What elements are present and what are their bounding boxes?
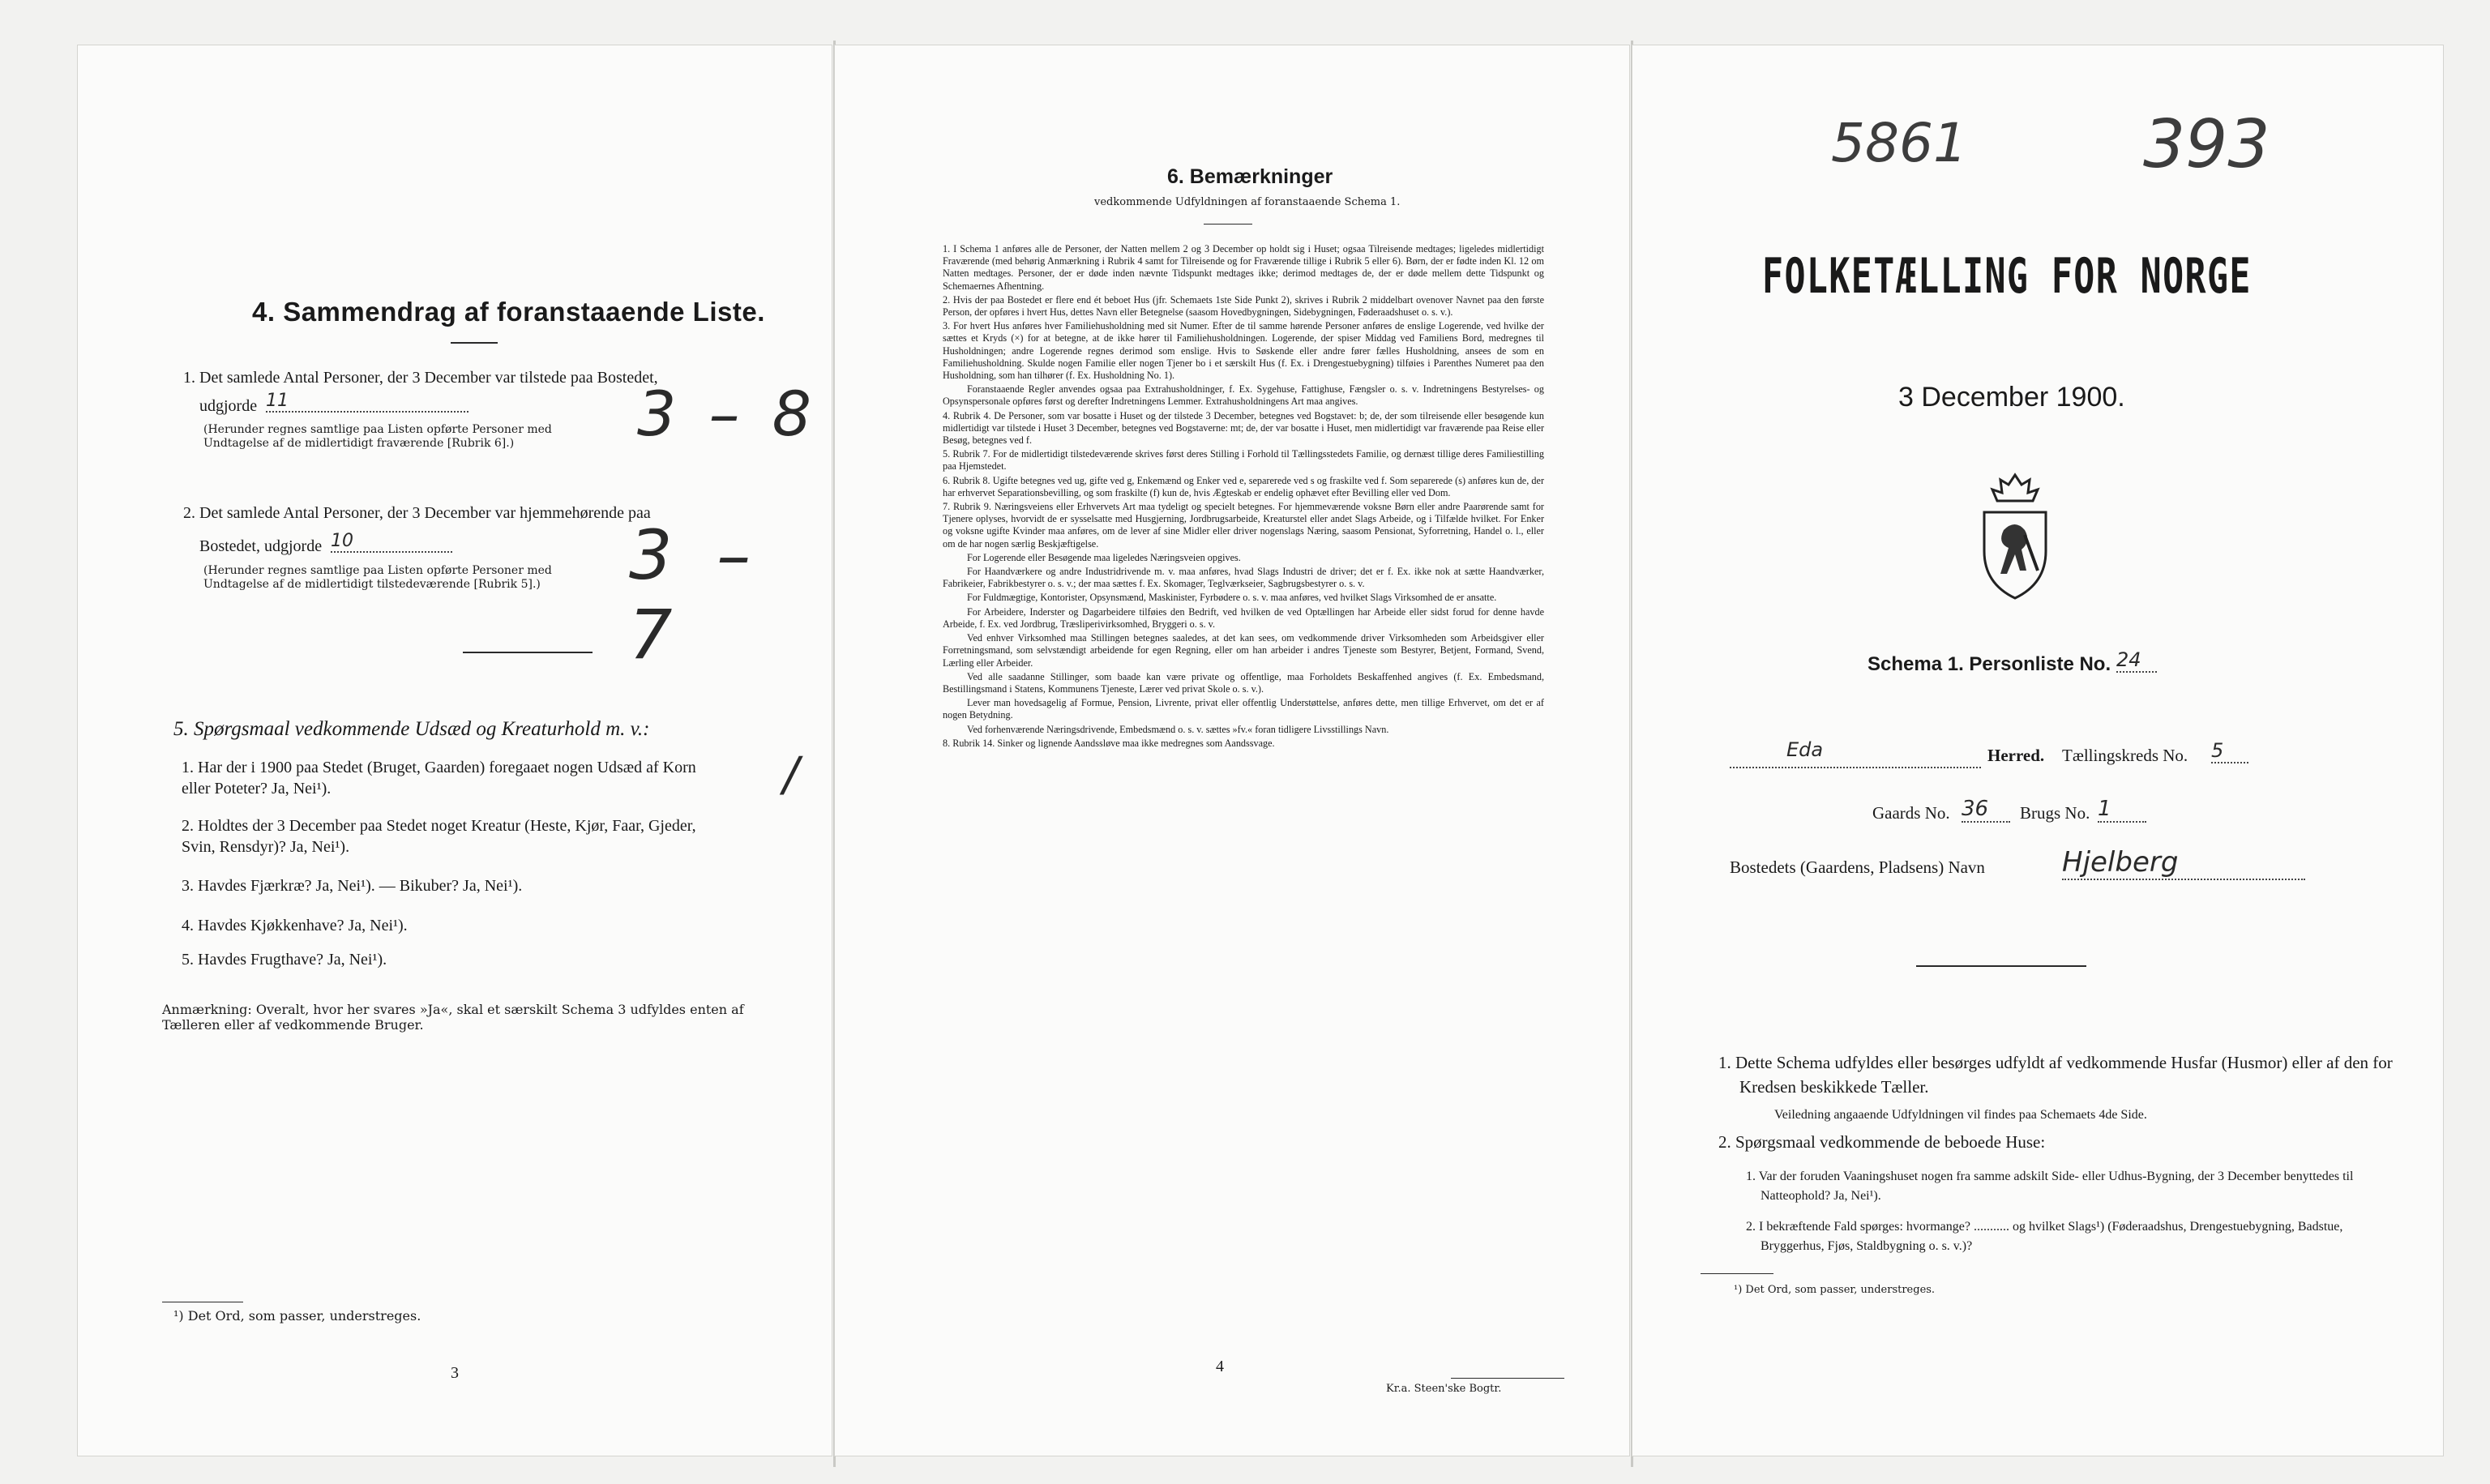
section-4-rule [451,342,498,344]
census-date: 3 December 1900. [1898,382,2125,413]
remarks-title: 6. Bemærkninger [1167,165,1333,188]
remark-item: 7. Rubrik 9. Næringsveiens eller Erhvervets Art maa tydeligt og specielt betegnes. For hjemmeværende voksne Børn eller andre Paarørende samt for Tjenere oplyses, hvorvidt de er sysselsatte med Husgjerning, Jordbrugsarbeide, Kreaturstel eller andet Slags Arbeide, og i Tilfælde hvilket. For Enker og voksne ugifte Kvinder maa anføres, om de lever af sine Midler eller driver nogenslags Næring, saasom Pensionat, Syforretning, Handel o. l., eller om de har nogen særlig Beskjæftigelse. [943,501,1544,550]
printer-rule [1451,1378,1564,1379]
section-divider [463,652,593,653]
remark-item: For Haandværkere og andre Industridrivende m. v. maa anføres, hvad Slags Industri de driver; det er f. Ex. ikke nok at sætte Haandværker, Fabrikeier, Fabrikbestyrer o. s. v.; der maa sættes f. Ex. Skomager, Teglværkseier, Sagbrugsbestyrer o. s. v. [943,566,1544,590]
remarks-subtitle: vedkommende Udfyldningen af foranstaaende Schema 1. [1094,196,1401,208]
divider-rule [1916,965,2086,967]
page-1 [1632,45,2443,1456]
q2-value: 10 [331,531,452,553]
instruction-2-q1: 1. Var der foruden Vaaningshuset nogen fra samme adskilt Side- eller Udhus-Bygning, der 3 December benyttedes til Natteophold? Ja, Nei¹). [1746,1170,2354,1203]
archive-number-left: 5861 [1831,112,1967,174]
printer-name: Kr.a. Steen'ske Bogtr. [1386,1383,1502,1395]
remark-item: 6. Rubrik 8. Ugifte betegnes ved ug, gifte ved g, Enkemænd og Enker ved e, separerede ved s og fraskilte ved f. Som separerede (s) anføres kun de, der har erhvervet Separationsbevilling, og som fraskilte (f) kun de, hvis Ægteskab er endelig ophævet efter Bevilling eller ved Dom. [943,474,1544,498]
remark-item: Ved alle saadanne Stillinger, som baade kan være private og offentlige, maa Forholdets Beskaffenhed angives (f. Ex. Embedsmand, Bestillingsmand i Statens, Kommunens Tjeneste, Lærer ved privat Skole o. s. v.). [943,670,1544,695]
gaards-value: 36 [1962,797,2010,823]
instruction-1-note: Veiledning angaaende Udfyldningen vil findes paa Schemaets 4de Side. [1774,1108,2147,1122]
herred-line [1730,752,1981,768]
page-4 [835,45,1629,1456]
section-5-title: 5. Spørgsmaal vedkommende Udsæd og Kreaturhold m. v.: [173,718,650,740]
remark-item: 3. For hvert Hus anføres hver Familiehusholdning med sit Numer. Efter de til samme hørende Personer anføres de enslige Logerende, ved hvilke der sættes et Kryds (×) for at betegne, at de ikke hører til Familiehusholdningen. Logerende, der spiser Middag ved Familiens Bord, medregnes til Husholdningen; andre Logerende regnes derimod som enslige. Hvis to Søskende eller andre fører fælles Husholdning, ansees de som en Familiehusholdning. Skulde nogen Familie eller nogen Tjener bo i et særskilt Hus (f. Ex. i Drengestuebygning) tilføies i Parenthes Numeret paa den Husholdning, som han tilhører (f. Ex. Husholdning No. 1). [943,320,1544,382]
footnote: ¹) Det Ord, som passer, understreges. [1734,1284,1936,1296]
footnote: ¹) Det Ord, som passer, understreges. [173,1308,421,1324]
page-number: 4 [1216,1358,1224,1375]
q2-annotation: 3 – 7 [629,515,763,674]
q1-note: (Herunder regnes samtlige paa Listen opførte Personer med Undtagelse af de midlertidigt fraværende [Rubrik 6].) [203,423,552,450]
page-3 [78,45,832,1456]
remark-item: 2. Hvis der paa Bostedet er flere end ét beboet Hus (jfr. Schemaets 1ste Side Punkt 2), skrives i Rubrik 2 middelbart ovenover Navnet paa den første Person, der opføres i hvert Hus, dettes Navn eller Betegnelse (saasom Hovedbygningen, Sidebygningen, Føderaadshuset o. s. v.). [943,293,1544,319]
herred-label: Herred. [1987,746,2045,765]
q2-line1: 2. Det samlede Antal Personer, der 3 December var hjemmehørende paa [183,504,651,522]
q1-line1: 1. Det samlede Antal Personer, der 3 December var tilstede paa Bostedet, [183,369,658,387]
remark-item: 4. Rubrik 4. De Personer, som var bosatte i Huset og der tilstede 3 December, betegnes ved Bogstavet: b; de, der som tilreisende eller besøgende kun midlertidigt var tilstede i Huset 3 December, betegnes ved Bogstaverne: mt; de, der var bosatte i Huset, men midlertidigt var fraværende paa Reise eller Besøg, betegnes ved f. [943,409,1544,447]
s5-q2: 2. Holdtes der 3 December paa Stedet noget Kreatur (Heste, Kjør, Faar, Gjeder, Svin, Rensdyr)? Ja, Nei¹). [182,817,696,856]
q1-label: udgjorde [199,397,258,415]
s5-q3: 3. Havdes Fjærkræ? Ja, Nei¹). — Bikuber? Ja, Nei¹). [182,877,523,895]
s5-q5: 5. Havdes Frugthave? Ja, Nei¹). [182,951,387,969]
schema-label: Schema 1. Personliste No. [1868,653,2111,675]
s5-q1-mark: / [783,746,799,802]
remark-item: For Fuldmægtige, Kontorister, Opsynsmænd, Maskinister, Fyrbødere o. s. v. maa anføres, ved hvilket Slags Virksomhed de er ansatte. [967,592,1497,604]
remark-item: Lever man hovedsagelig af Formue, Pension, Livrente, privat eller offentlig Understøttelse, anføres dette, men tillige Erhvervet, om det er af nogen Betydning. [943,697,1544,721]
remark-item: Ved forhenværende Næringsdrivende, Embedsmænd o. s. v. sættes »fv.« foran tidligere Livsstillings Navn. [967,723,1389,735]
remark-item: 5. Rubrik 7. For de midlertidigt tilstedeværende skrives først deres Stilling i Forhold til Tællingsstedets Familie, og dernæst tillige deres Familiestilling paa Hjemstedet. [943,448,1544,473]
remark-item: Foranstaaende Regler anvendes ogsaa paa Extrahusholdninger, f. Ex. Sygehuse, Fattighuse, Fængsler o. s. v. Indretningens Bestyrelses- og Opsynspersonale opføres først og derefter Indretningens Lemmer. Extrahusholdningens Art maa angives. [943,383,1544,408]
remark-item: 1. I Schema 1 anføres alle de Personer, der Natten mellem 2 og 3 December op holdt sig i Huset; ogsaa Tilreisende medtages; ligeledes midlertidigt Fraværende (med behørig Anmærkning i Rubrik 4 samt for Tilreisende og for Fraværende tillige i Rubrik 5 eller 6). Børn, der er fødte inden Kl. 12 om Natten medtages. Personer, der er døde inden nævnte Tidspunkt medtages ikke; derimod medtages de, der er døde mellem dette Tidspunkt og Schemaernes Afhentning. [943,243,1544,292]
brugs-label: Brugs No. [2020,803,2090,823]
herred-value: Eda [1786,738,1824,761]
brugs-value: 1 [2098,797,2146,823]
remarks-rule [1204,224,1252,225]
kreds-value: 5 [2211,739,2248,763]
q1-annotation: 3 – 8 [637,378,819,450]
bosted-value: Hjelberg [2062,846,2305,880]
coat-of-arms-icon [1973,467,2057,605]
anmerkning: Anmærkning: Overalt, hvor her svares »Ja«, skal et særskilt Schema 3 udfyldes enten af Tælleren eller af vedkommende Bruger. [162,1002,744,1033]
instruction-2: 2. Spørgsmaal vedkommende de beboede Huse: [1718,1132,2046,1152]
archive-number-right: 393 [2143,106,2270,183]
instruction-2-q2: 2. I bekræftende Fald spørges: hvormange? ........... og hvilket Slags¹) (Føderaadshus, Drengestuebygning, Badstue, Bryggerhus, Fjøs, Staldbygning o. s. v.)? [1746,1220,2343,1253]
q1-value: 11 [266,391,468,413]
q2-note: (Herunder regnes samtlige paa Listen opførte Personer med Undtagelse af de midlertidigt tilstedeværende [Rubrik 5].) [203,564,552,591]
q2-label: Bostedet, udgjorde [199,537,323,555]
s5-q1: 1. Har der i 1900 paa Stedet (Bruget, Gaarden) foregaaet nogen Udsæd af Korn eller Poteter? Ja, Nei¹). [182,759,696,798]
remark-item: For Arbeidere, Inderster og Dagarbeidere tilføies den Bedrift, ved hvilken de ved Optællingen har Arbeide eller sidst forud for denne havde Arbeide, f. Ex. ved Jordbrug, Træsliperivirksomhed, Bryggeri o. s. v. [943,605,1544,630]
personliste-number: 24 [2116,648,2157,673]
footnote-rule [1701,1273,1773,1274]
instruction-1: 1. Dette Schema udfyldes eller besørges udfyldt af vedkommende Husfar (Husmor) eller af den for Kredsen beskikkede Tæller. [1718,1053,2393,1097]
remarks-body [943,243,1544,751]
page-number: 3 [451,1364,459,1382]
kreds-label: Tællingskreds No. [2062,746,2188,765]
remark-item: For Logerende eller Besøgende maa ligeledes Næringsveien opgives. [967,551,1241,563]
section-4-title: 4. Sammendrag af foranstaaende Liste. [252,297,765,327]
s5-q4: 4. Havdes Kjøkkenhave? Ja, Nei¹). [182,917,408,934]
remark-item: 8. Rubrik 14. Sinker og lignende Aandssløve maa ikke medregnes som Aandssvage. [943,737,1275,749]
remark-item: Ved enhver Virksomhed maa Stillingen betegnes saaledes, at det kan sees, om vedkommende driver Virksomheden som Arbeidsgiver eller Forretningsmand, som selvstændigt arbeidende for egen Regning, eller om han arbeider i andres Tjeneste som Bestyrer, Betjent, Formand, Svend, Lærling eller Arbeider. [943,632,1544,669]
bosted-label: Bostedets (Gaardens, Pladsens) Navn [1730,857,1985,877]
census-title: FOLKETÆLLING FOR NORGE [1762,248,2252,305]
gaards-label: Gaards No. [1872,803,1950,823]
